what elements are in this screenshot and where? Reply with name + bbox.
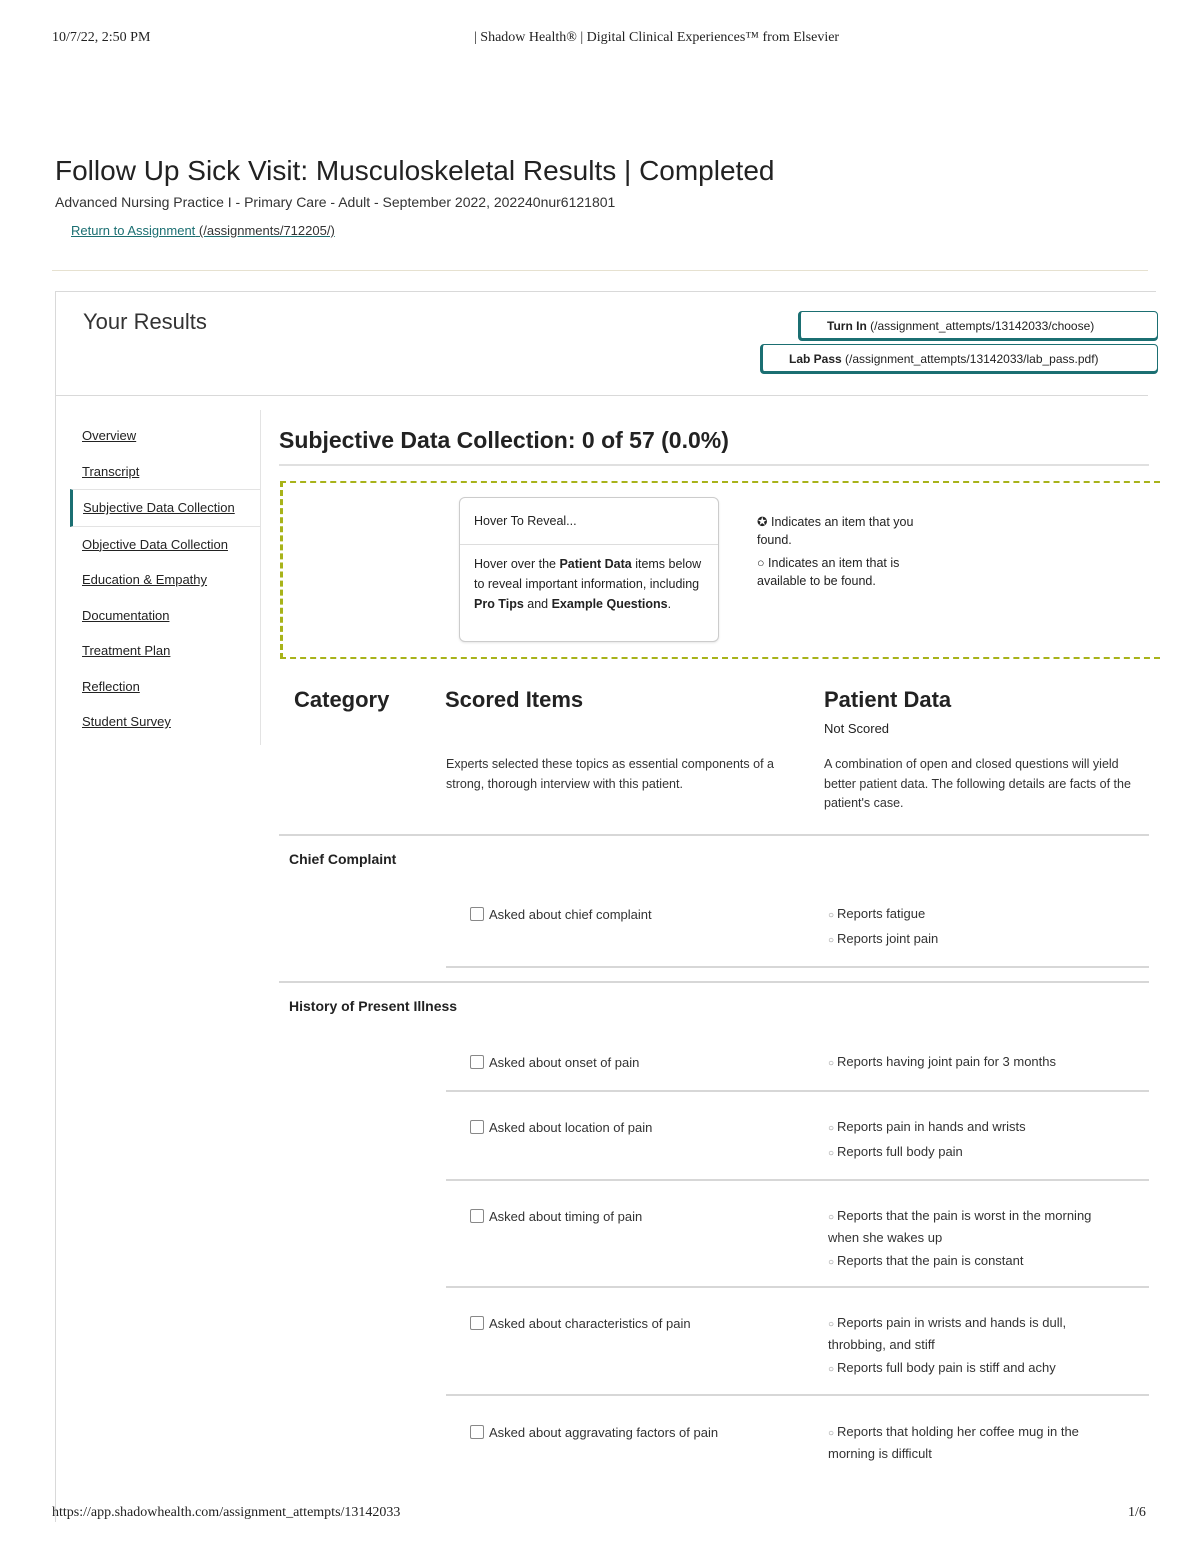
patient-data-description: A combination of open and closed questions will yield better patient data. The following details are facts of the patient's case. — [824, 757, 1131, 810]
patient-data-list — [828, 1117, 1123, 1167]
scored-item-row[interactable]: Asked about onset of pain — [470, 1055, 639, 1070]
scored-item-row[interactable]: Asked about location of pain — [470, 1120, 652, 1135]
not-scored-label: Not Scored — [824, 721, 890, 736]
nav-item-documentation[interactable]: Documentation — [82, 607, 170, 623]
checkbox-icon[interactable] — [470, 1120, 484, 1134]
nav-item-treatment-plan[interactable]: Treatment Plan — [82, 643, 171, 658]
print-page-number: 1/6 — [1128, 1505, 1146, 1520]
page-title: Follow Up Sick Visit: Musculoskeletal Results | Completed — [55, 155, 775, 186]
patient-data-list — [828, 1422, 1123, 1467]
column-header-category: Category — [294, 687, 390, 712]
patient-data-item[interactable]: ○ Reports that holding her coffee mug in the morning is difficult — [828, 1424, 1079, 1461]
row-divider — [446, 1179, 1149, 1181]
print-datetime: 10/7/22, 2:50 PM — [52, 30, 151, 45]
checkbox-icon[interactable] — [470, 907, 484, 921]
column-header-patient-data: Patient Data — [824, 687, 952, 712]
nav-item-objective-data-collection[interactable]: Objective Data Collection — [82, 536, 228, 552]
scored-items-description: Experts selected these topics as essential components of a strong, thorough interview with this patient. — [446, 757, 774, 791]
patient-data-item[interactable]: ○ Reports joint pain — [828, 931, 939, 946]
section-title: Subjective Data Collection: 0 of 57 (0.0%) — [279, 427, 729, 453]
category-divider — [279, 981, 1149, 983]
return-to-assignment-link[interactable]: Return to Assignment (/assignments/712205/) — [71, 223, 335, 238]
scored-item-row[interactable]: Asked about characteristics of pain — [470, 1316, 691, 1331]
tooltip-body: Hover over the Patient Data items below to reveal important information, including Pro Tips and Example Questions. — [474, 557, 702, 611]
legend-found: ✪ Indicates an item that you found. — [757, 515, 914, 547]
divider — [279, 464, 1149, 466]
patient-data-item[interactable]: ○ Reports full body pain — [828, 1144, 963, 1159]
scored-item-row[interactable]: Asked about aggravating factors of pain — [470, 1425, 718, 1440]
patient-data-list — [828, 1206, 1123, 1276]
row-divider — [446, 1090, 1149, 1092]
turn-in-button[interactable]: Turn In (/assignment_attempts/13142033/choose) — [798, 311, 1158, 339]
nav-item-reflection[interactable]: Reflection — [82, 678, 140, 694]
nav-item-transcript[interactable]: Transcript — [82, 463, 140, 479]
patient-data-item[interactable]: ○ Reports that the pain is constant — [828, 1253, 1024, 1268]
available-dot-icon: ○ — [757, 556, 765, 570]
patient-data-item[interactable]: ○ Reports full body pain is stiff and achy — [828, 1360, 1056, 1375]
results-side-nav — [70, 418, 260, 740]
course-subtitle: Advanced Nursing Practice I - Primary Care - Adult - September 2022, 202240nur6121801 — [55, 194, 616, 210]
divider — [52, 270, 1148, 271]
category-chief-complaint: Chief Complaint — [289, 851, 397, 867]
divider — [56, 395, 1148, 396]
legend — [757, 513, 942, 595]
patient-data-item[interactable]: ○ Reports that the pain is worst in the morning when she wakes up — [828, 1208, 1092, 1245]
checkbox-icon[interactable] — [470, 1425, 484, 1439]
patient-data-item[interactable]: ○ Reports having joint pain for 3 months — [828, 1054, 1057, 1069]
patient-data-item[interactable]: ○ Reports pain in wrists and hands is dull, throbbing, and stiff — [828, 1315, 1067, 1352]
legend-available: ○ Indicates an item that is available to be found. — [757, 556, 900, 588]
nav-item-education-empathy[interactable]: Education & Empathy — [82, 572, 208, 587]
hover-tooltip-card — [459, 497, 719, 642]
nav-item-subjective-data-collection[interactable]: Subjective Data Collection — [70, 489, 260, 527]
row-divider — [446, 966, 1149, 968]
nav-divider — [260, 410, 261, 745]
patient-data-list — [828, 904, 1123, 954]
category-history-present-illness: History of Present Illness — [289, 998, 458, 1014]
scored-item-row[interactable]: Asked about timing of pain — [470, 1209, 642, 1224]
patient-data-list — [828, 1313, 1123, 1383]
results-title: Your Results — [83, 309, 207, 334]
nav-item-student-survey[interactable]: Student Survey — [82, 714, 171, 729]
print-page-title: | Shadow Health® | Digital Clinical Experiences™ from Elsevier — [474, 30, 840, 45]
patient-data-item[interactable]: ○ Reports fatigue — [828, 906, 926, 921]
checkbox-icon[interactable] — [470, 1055, 484, 1069]
print-url: https://app.shadowhealth.com/assignment_attempts/13142033 — [52, 1505, 401, 1520]
hover-help-panel — [280, 481, 1160, 659]
tooltip-heading: Hover To Reveal... — [460, 498, 718, 545]
nav-item-overview[interactable]: Overview — [82, 428, 137, 443]
patient-data-list — [828, 1052, 1123, 1077]
checkbox-icon[interactable] — [470, 1209, 484, 1223]
scored-item-row[interactable]: Asked about chief complaint — [470, 907, 652, 922]
checkbox-icon[interactable] — [470, 1316, 484, 1330]
category-divider — [279, 834, 1149, 836]
patient-data-item[interactable]: ○ Reports pain in hands and wrists — [828, 1119, 1026, 1134]
row-divider — [446, 1394, 1149, 1396]
found-dot-icon: ✪ — [757, 515, 768, 529]
row-divider — [446, 1286, 1149, 1288]
column-header-scored-items: Scored Items — [445, 687, 584, 712]
lab-pass-button[interactable]: Lab Pass (/assignment_attempts/13142033/lab_pass.pdf) — [760, 344, 1158, 372]
